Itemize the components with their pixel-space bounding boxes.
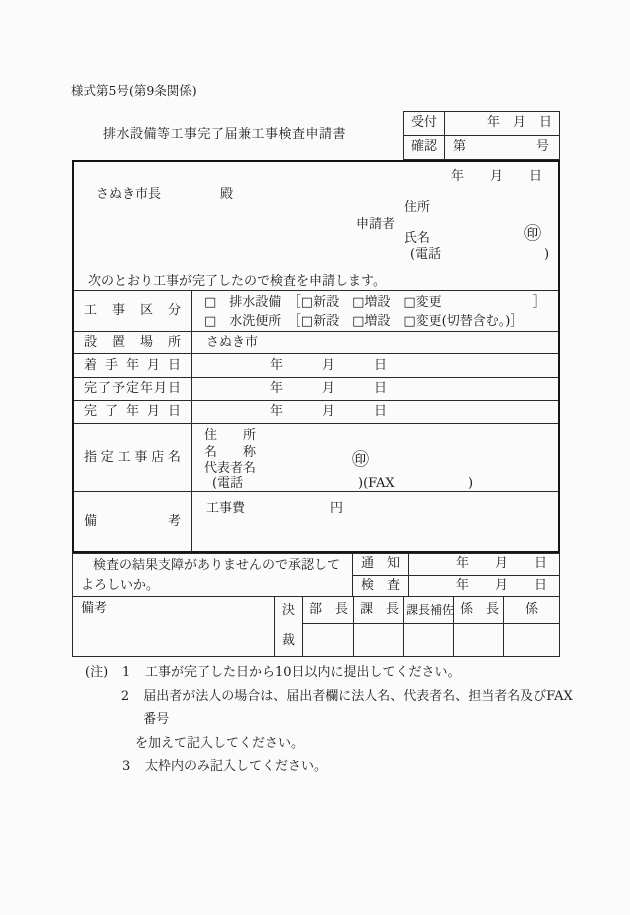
inspection-date-field[interactable]: 年 月 日 [455,577,547,593]
approval-header-row [303,597,559,624]
completed-date-row [74,401,558,424]
applicant-seal-icon[interactable]: ㊞ [524,224,541,244]
scheduled-date-label [74,378,192,400]
applicant-phone-close: ) [544,247,550,262]
approval-stamp-column [275,597,303,656]
work-category-row [74,291,558,332]
approval-col-kachohosa-text: 課長補佐 [406,602,455,617]
completed-date-label [74,401,192,423]
note-line-1 [85,661,585,685]
approval-col-kakari-text: 係 [524,602,538,618]
flush-toilet-checkbox-line[interactable]: □ 水洗便所 ［□新設 □増設 □変更(切替含む。)］ [204,314,524,329]
reception-receipt-row [404,112,559,136]
form-code: 様式第5号(第9条関係) [71,83,197,98]
note-2-text: 届出者が法人の場合は、届出者欄に法人名、代表者名、担当者名及びFAX番号 [143,688,573,727]
approval-col-kakaricho-text: 係 長 [460,602,500,618]
note-prefix: (注) [85,665,109,680]
reception-confirm-row [404,136,559,160]
contractor-label [74,424,192,491]
remarks-label-text: 備考 [84,513,181,529]
note-3-indent [85,755,122,779]
note-line-4 [85,755,585,779]
contractor-fax-close: ) [468,476,474,491]
intro-sentence: 次のとおり工事が完了したので検査を申請します。 [88,274,386,289]
confirm-number-field[interactable] [445,136,559,160]
receipt-date-field[interactable]: 年 月 日 [486,115,552,131]
location-row [74,332,558,354]
applicant-address-label: 住所 [404,200,431,215]
confirm-label: 確認 [404,136,445,160]
completed-date-label-text: 完了年月日 [84,404,181,420]
office-dates [353,554,559,596]
notice-date-field[interactable]: 年 月 日 [455,556,547,572]
completed-date-field[interactable]: 年 月 日 [270,404,388,419]
contractor-address-field[interactable]: 住 所 [204,428,257,443]
start-date-label [74,354,192,377]
contractor-row [74,424,558,492]
note-2-indent [85,685,121,732]
application-frame [72,160,560,553]
contractor-rep-field[interactable]: 代表者名 [204,461,257,476]
scheduled-date-label-text: 完了予定年月日 [84,381,181,397]
inspection-label-text: 検査 [361,577,400,593]
applicant-name-label: 氏名 [404,231,431,246]
contractor-fields [192,424,558,491]
cost-label: 工事費 [206,501,246,516]
contractor-label-text: 指定工事店名 [84,449,181,465]
note-line-3 [85,732,585,756]
approval-stamp-cell-kakaricho[interactable] [454,624,504,656]
work-category-options [192,291,558,331]
note-line-2 [85,685,585,732]
approval-grid [303,597,559,656]
contractor-phone-label[interactable]: (電話 [212,476,244,491]
addressee-honorific: 殿 [220,187,234,202]
addressee-mayor: さぬき市長 [96,187,162,202]
receipt-label: 受付 [404,112,445,135]
contractor-name-field[interactable]: 名 称 [204,444,257,460]
inspection-label [353,576,409,597]
location-field[interactable]: さぬき市 [206,335,259,350]
inspection-row [353,576,559,597]
office-top-row [73,554,559,597]
remarks-field[interactable] [192,492,558,551]
approval-question: 検査の結果支障がありませんので承認してよろしいか。 [73,554,353,596]
approval-stamp-cell-bucho[interactable] [303,624,354,656]
remarks-row [74,492,558,551]
office-use-section [72,553,560,657]
approval-stamp-bottom: 裁 [281,633,295,649]
remarks-label [74,492,192,551]
approval-col-kakari [504,597,559,623]
approval-col-kacho-text: 課 長 [360,602,400,618]
office-bottom-row [73,597,559,656]
confirm-number-suffix: 号 [535,139,549,155]
cost-unit: 円 [330,501,344,516]
scheduled-date-field[interactable]: 年 月 日 [270,381,388,396]
note-3-text: 太枠内のみ記入してください。 [145,759,328,774]
note-3-number: 3 [122,759,131,774]
notes-block [85,661,585,779]
work-category-label-text: 工事区分 [84,303,181,319]
notice-label [353,554,409,575]
applicant-label: 申請者 [356,217,396,232]
approval-stamp-cell-kachohosa[interactable] [404,624,454,656]
approval-col-bucho-text: 部 長 [309,602,349,618]
start-date-label-text: 着手年月日 [84,357,181,373]
note-1-number: 1 [122,665,131,680]
start-date-field[interactable]: 年 月 日 [270,358,388,373]
form-title: 排水設備等工事完了届兼工事検査申請書 [103,127,347,142]
note-2b-text: を加えて記入してください。 [135,735,305,751]
notice-label-text: 通知 [361,556,400,572]
application-date-field[interactable]: 年 月 日 [450,169,542,184]
applicant-phone-label: (電話 [410,247,442,262]
note-1-text: 工事が完了した日から10日以内に提出してください。 [145,665,461,680]
approval-col-kachohosa [404,597,454,623]
notice-row [353,554,559,576]
reception-table [403,111,560,160]
scheduled-date-row [74,378,558,401]
approval-col-kacho [354,597,404,623]
approval-stamp-cell-kakari[interactable] [504,624,559,656]
approval-stamp-top: 決 [281,603,295,618]
start-date-row [74,354,558,378]
contractor-fax-label[interactable]: )(FAX [358,476,395,491]
approval-col-kakaricho [454,597,504,623]
note-2b-indent [85,732,135,756]
drainage-checkbox-line[interactable]: □ 排水設備 ［□新設 □増設 □変更 ］ [204,295,546,310]
approval-stamp-cell-kacho[interactable] [354,624,404,656]
confirm-number-prefix: 第 [453,139,467,155]
note-2-number: 2 [120,688,130,704]
location-label [74,332,192,353]
approval-stamp-row [303,624,559,656]
work-category-label [74,291,192,331]
approval-col-bucho [303,597,354,623]
contractor-seal-icon[interactable]: ㊞ [352,450,369,470]
office-remarks-field[interactable]: 備考 [73,597,275,656]
work-table [74,290,558,551]
location-label-text: 設置場所 [84,334,181,350]
